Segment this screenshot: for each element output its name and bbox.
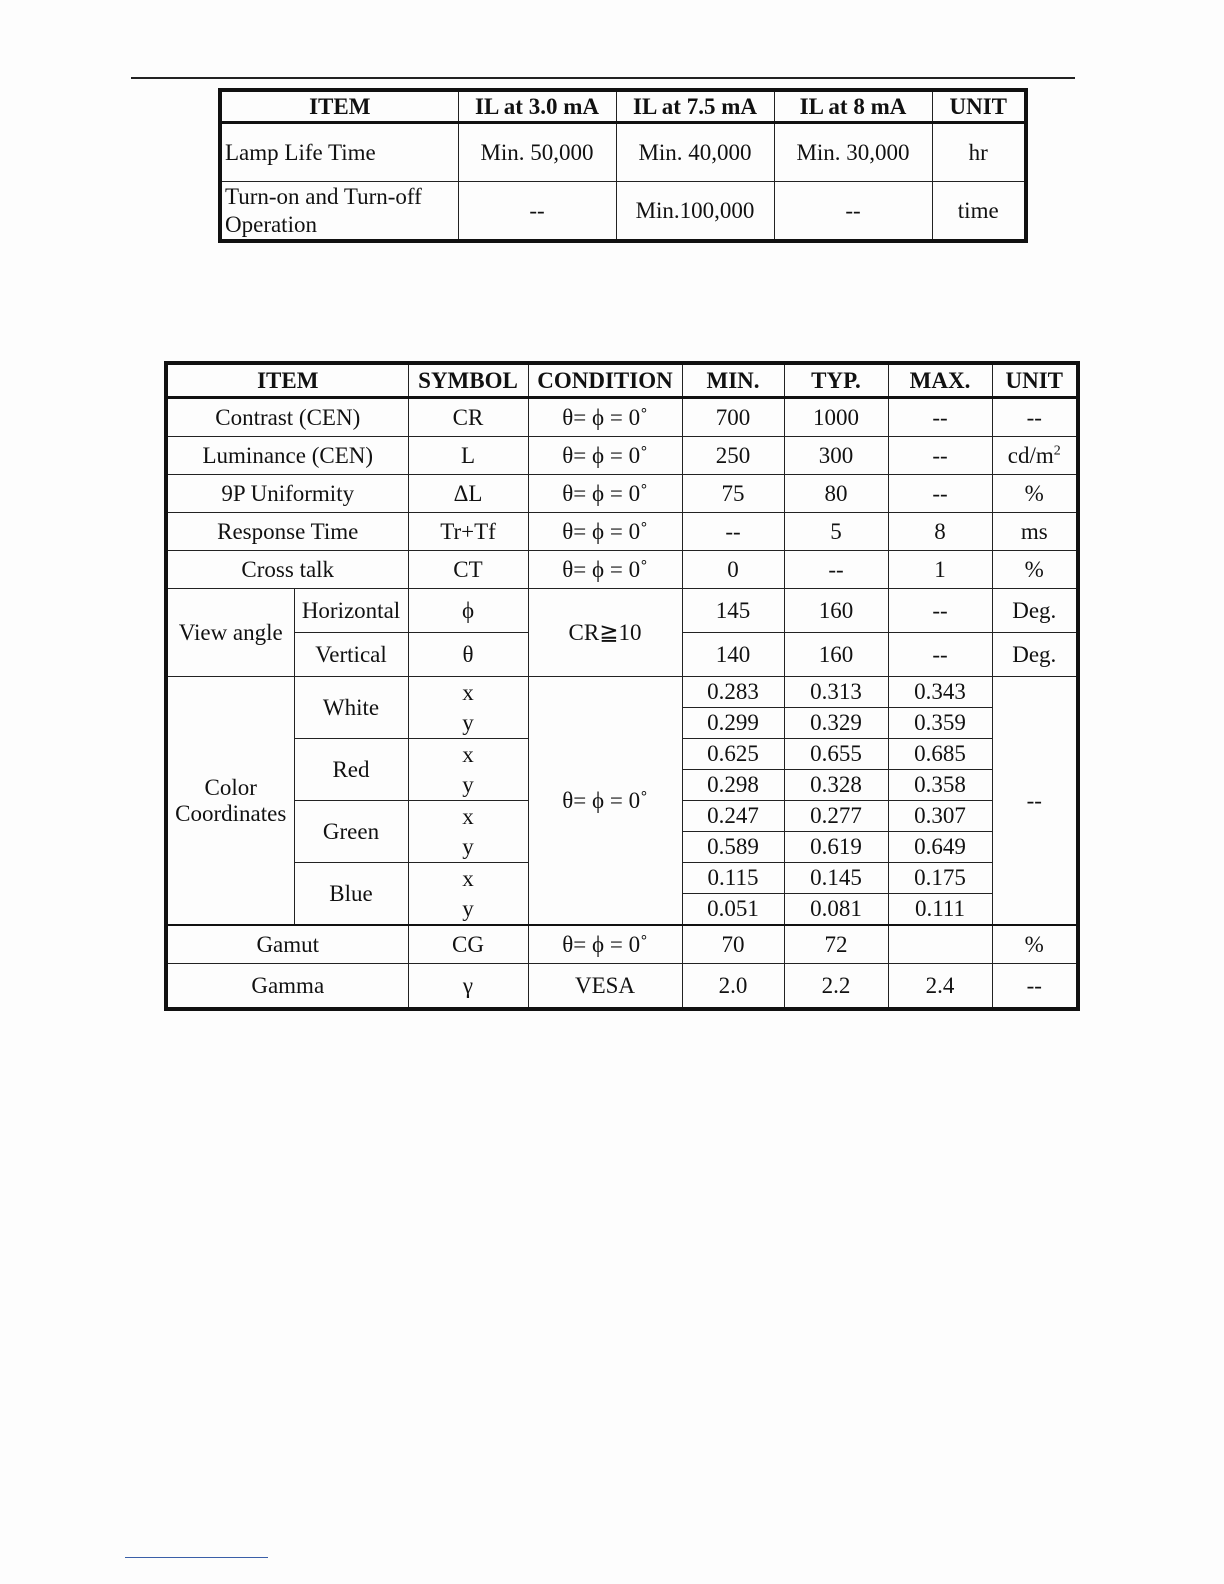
x-symbol: x xyxy=(462,741,474,767)
table-row xyxy=(166,677,1078,708)
condition-cell: θ= ϕ = 0˚ xyxy=(528,437,682,475)
symbol-cell: γ xyxy=(408,964,528,1010)
unit-cell: time xyxy=(932,182,1026,242)
color-name-cell: Green xyxy=(294,801,408,863)
typ-cell: 2.2 xyxy=(784,964,888,1010)
symbol-cell: CG xyxy=(408,925,528,964)
typ-cell: 0.145 xyxy=(784,863,888,894)
max-cell: 1 xyxy=(888,551,992,589)
header-cell: TYP. xyxy=(784,363,888,398)
y-symbol: y xyxy=(462,771,474,797)
table-row xyxy=(166,513,1078,551)
table-header-row xyxy=(166,363,1078,398)
table-row xyxy=(166,964,1078,1010)
typ-cell: 1000 xyxy=(784,398,888,437)
x-symbol: x xyxy=(462,865,474,891)
min-cell: 75 xyxy=(682,475,784,513)
min-cell: 0.051 xyxy=(682,894,784,926)
header-cell: ITEM xyxy=(166,363,408,398)
footnote-rule xyxy=(125,1557,268,1558)
typ-cell: 80 xyxy=(784,475,888,513)
symbol-cell xyxy=(408,677,528,739)
item-line: Turn-on and Turn-off xyxy=(225,183,422,209)
min-cell: 70 xyxy=(682,925,784,964)
sub-item-cell: Vertical xyxy=(294,633,408,677)
table-row xyxy=(220,182,1026,242)
condition-cell: θ= ϕ = 0˚ xyxy=(528,551,682,589)
min-cell: 0.115 xyxy=(682,863,784,894)
item-line: Operation xyxy=(225,211,317,237)
typ-cell: 0.619 xyxy=(784,832,888,863)
item-cell: Contrast (CEN) xyxy=(166,398,408,437)
condition-cell: θ= ϕ = 0˚ xyxy=(528,677,682,926)
color-coordinates-label xyxy=(166,677,294,926)
view-angle-label: View angle xyxy=(166,589,294,677)
table-row xyxy=(166,925,1078,964)
min-cell: 140 xyxy=(682,633,784,677)
y-symbol: y xyxy=(462,709,474,735)
max-cell: 0.307 xyxy=(888,801,992,832)
typ-cell: 72 xyxy=(784,925,888,964)
condition-cell: θ= ϕ = 0˚ xyxy=(528,398,682,437)
color-name-cell: Red xyxy=(294,739,408,801)
header-cell: IL at 8 mA xyxy=(774,90,932,123)
unit-cell: % xyxy=(992,551,1078,589)
item-cell: Luminance (CEN) xyxy=(166,437,408,475)
item-cell: 9P Uniformity xyxy=(166,475,408,513)
min-cell: 0.589 xyxy=(682,832,784,863)
table-row xyxy=(166,589,1078,633)
table-row xyxy=(166,398,1078,437)
max-cell: 0.359 xyxy=(888,708,992,739)
x-symbol: x xyxy=(462,679,474,705)
unit-cell xyxy=(992,437,1078,475)
unit-cell: -- xyxy=(992,677,1078,926)
unit-cell: % xyxy=(992,925,1078,964)
min-cell: 0.247 xyxy=(682,801,784,832)
value-cell: Min.100,000 xyxy=(616,182,774,242)
typ-cell: -- xyxy=(784,551,888,589)
table-row xyxy=(166,437,1078,475)
condition-cell: θ= ϕ = 0˚ xyxy=(528,475,682,513)
max-cell: -- xyxy=(888,437,992,475)
lamp-life-table xyxy=(218,88,1028,243)
value-cell: Min. 30,000 xyxy=(774,123,932,182)
color-name-cell: Blue xyxy=(294,863,408,926)
max-cell: -- xyxy=(888,589,992,633)
header-cell: UNIT xyxy=(992,363,1078,398)
header-cell: SYMBOL xyxy=(408,363,528,398)
symbol-cell: ΔL xyxy=(408,475,528,513)
header-cell: MAX. xyxy=(888,363,992,398)
min-cell: 700 xyxy=(682,398,784,437)
symbol-cell xyxy=(408,739,528,801)
item-cell xyxy=(220,182,458,242)
unit-text: cd/m xyxy=(1007,442,1054,468)
min-cell: 2.0 xyxy=(682,964,784,1010)
item-cell: Gamma xyxy=(166,964,408,1010)
typ-cell: 160 xyxy=(784,633,888,677)
typ-cell: 0.313 xyxy=(784,677,888,708)
item-cell: Cross talk xyxy=(166,551,408,589)
max-cell: -- xyxy=(888,398,992,437)
max-cell: 0.685 xyxy=(888,739,992,770)
typ-cell: 160 xyxy=(784,589,888,633)
min-cell: 145 xyxy=(682,589,784,633)
x-symbol: x xyxy=(462,803,474,829)
typ-cell: 300 xyxy=(784,437,888,475)
condition-cell: θ= ϕ = 0˚ xyxy=(528,513,682,551)
symbol-cell xyxy=(408,801,528,863)
header-cell: UNIT xyxy=(932,90,1026,123)
min-cell: 0.299 xyxy=(682,708,784,739)
unit-cell: -- xyxy=(992,398,1078,437)
header-cell: IL at 7.5 mA xyxy=(616,90,774,123)
header-rule xyxy=(131,77,1075,79)
max-cell: -- xyxy=(888,633,992,677)
symbol-cell: L xyxy=(408,437,528,475)
unit-cell: Deg. xyxy=(992,633,1078,677)
unit-cell: ms xyxy=(992,513,1078,551)
header-cell: ITEM xyxy=(220,90,458,123)
unit-superscript: 2 xyxy=(1053,442,1061,458)
max-cell: 0.649 xyxy=(888,832,992,863)
min-cell: 0 xyxy=(682,551,784,589)
min-cell: 0.625 xyxy=(682,739,784,770)
unit-cell: Deg. xyxy=(992,589,1078,633)
condition-cell: VESA xyxy=(528,964,682,1010)
unit-cell: hr xyxy=(932,123,1026,182)
color-name-cell: White xyxy=(294,677,408,739)
table-row xyxy=(166,551,1078,589)
header-cell: IL at 3.0 mA xyxy=(458,90,616,123)
max-cell: 2.4 xyxy=(888,964,992,1010)
min-cell: 0.283 xyxy=(682,677,784,708)
y-symbol: y xyxy=(462,833,474,859)
label-line: Coordinates xyxy=(175,800,287,826)
y-symbol: y xyxy=(462,895,474,921)
unit-cell: -- xyxy=(992,964,1078,1010)
header-cell: MIN. xyxy=(682,363,784,398)
typ-cell: 0.277 xyxy=(784,801,888,832)
table-header-row xyxy=(220,90,1026,123)
header-cell: CONDITION xyxy=(528,363,682,398)
max-cell: -- xyxy=(888,475,992,513)
symbol-cell: ϕ xyxy=(408,589,528,633)
max-cell: 0.358 xyxy=(888,770,992,801)
min-cell: 0.298 xyxy=(682,770,784,801)
value-cell: Min. 50,000 xyxy=(458,123,616,182)
symbol-cell xyxy=(408,863,528,926)
min-cell: -- xyxy=(682,513,784,551)
symbol-cell: CT xyxy=(408,551,528,589)
typ-cell: 0.081 xyxy=(784,894,888,926)
typ-cell: 5 xyxy=(784,513,888,551)
value-cell: Min. 40,000 xyxy=(616,123,774,182)
typ-cell: 0.328 xyxy=(784,770,888,801)
typ-cell: 0.329 xyxy=(784,708,888,739)
value-cell: -- xyxy=(458,182,616,242)
label-line: Color xyxy=(204,774,257,800)
item-cell: Gamut xyxy=(166,925,408,964)
max-cell: 8 xyxy=(888,513,992,551)
max-cell: 0.175 xyxy=(888,863,992,894)
sub-item-cell: Horizontal xyxy=(294,589,408,633)
typ-cell: 0.655 xyxy=(784,739,888,770)
unit-cell: % xyxy=(992,475,1078,513)
value-cell: -- xyxy=(774,182,932,242)
condition-cell: θ= ϕ = 0˚ xyxy=(528,925,682,964)
symbol-cell: CR xyxy=(408,398,528,437)
table-row xyxy=(220,123,1026,182)
max-cell: 0.111 xyxy=(888,894,992,926)
min-cell: 250 xyxy=(682,437,784,475)
max-cell xyxy=(888,925,992,964)
symbol-cell: Tr+Tf xyxy=(408,513,528,551)
item-cell: Response Time xyxy=(166,513,408,551)
item-cell: Lamp Life Time xyxy=(220,123,458,182)
max-cell: 0.343 xyxy=(888,677,992,708)
table-row xyxy=(166,475,1078,513)
optical-characteristics-table xyxy=(164,361,1080,1011)
condition-cell: CR≧10 xyxy=(528,589,682,677)
symbol-cell: θ xyxy=(408,633,528,677)
